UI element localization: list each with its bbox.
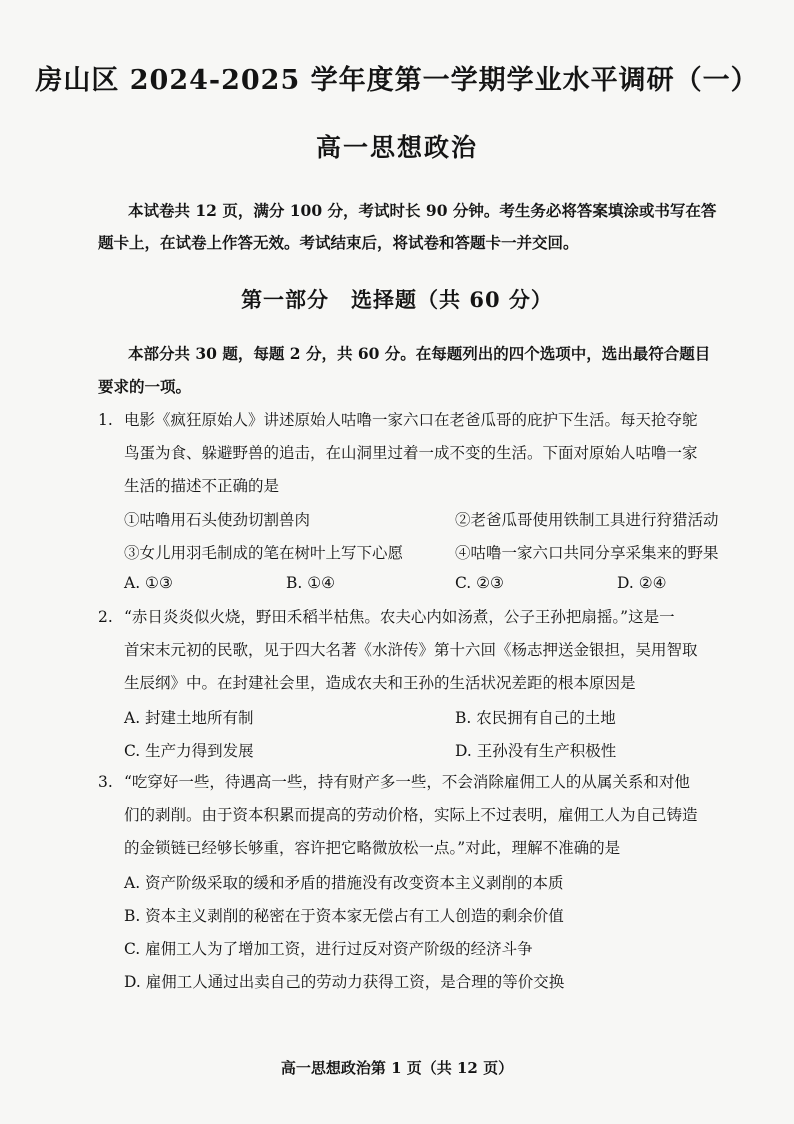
section-intro-line-2: 要求的一项。	[98, 377, 192, 396]
option-c[interactable]: C. ②③	[455, 574, 504, 592]
instructions-line-1: 本试卷共 12 页，满分 100 分，考试时长 90 分钟。考生务必将答案填涂或书写在答	[128, 201, 717, 220]
option-b[interactable]: B. 资本主义剥削的秘密在于资本家无偿占有工人创造的剩余价值	[124, 907, 564, 925]
exam-title: 房山区 2024-2025 学年度第一学期学业水平调研（一）	[35, 65, 759, 96]
option-a[interactable]: A. 资产阶级采取的缓和矛盾的措施没有改变资本主义剥削的本质	[124, 874, 564, 892]
question-number: 2.	[98, 608, 113, 626]
option-d[interactable]: D. 雇佣工人通过出卖自己的劳动力获得工资，是合理的等价交换	[124, 973, 565, 991]
question-stem-line: “吃穿好一些，待遇高一些，持有财产多一些，不会消除雇佣工人的从属关系和对他	[124, 773, 690, 791]
subject-title: 高一思想政治	[315, 133, 478, 162]
question-stem-line: 首宋末元初的民歌，见于四大名著《水浒传》第十六回《杨志押送金银担，吴用智取	[124, 641, 698, 659]
option-c[interactable]: C. 雇佣工人为了增加工资，进行过反对资产阶级的经济斗争	[124, 940, 533, 958]
option-c[interactable]: C. 生产力得到发展	[124, 742, 254, 760]
option-b[interactable]: B. ①④	[286, 574, 336, 592]
option-d[interactable]: D. 王孙没有生产积极性	[455, 742, 617, 760]
section-title: 第一部分 选择题（共 60 分）	[241, 287, 553, 312]
question-stem-line: 鸟蛋为食、躲避野兽的追击，在山洞里过着一成不变的生活。下面对原始人咕噜一家	[124, 444, 698, 462]
question-stem-line: “赤日炎炎似火烧，野田禾稻半枯焦。农夫心内如汤煮，公子王孙把扇摇。”这是一	[124, 608, 675, 626]
statement-1: ①咕噜用石头使劲切割兽肉	[124, 511, 311, 529]
option-a[interactable]: A. ①③	[124, 574, 173, 592]
option-b[interactable]: B. 农民拥有自己的土地	[455, 709, 616, 727]
section-intro-line-1: 本部分共 30 题，每题 2 分，共 60 分。在每题列出的四个选项中，选出最符合题目	[128, 344, 711, 363]
page-footer: 高一思想政治第 1 页（共 12 页）	[280, 1059, 514, 1077]
question-stem-line: 生活的描述不正确的是	[124, 477, 280, 495]
question-number: 1.	[98, 411, 113, 429]
statement-3: ③女儿用羽毛制成的笔在树叶上写下心愿	[124, 544, 404, 562]
instructions-line-2: 题卡上，在试卷上作答无效。考试结束后，将试卷和答题卡一并交回。	[98, 233, 579, 252]
question-stem-line: 的金锁链已经够长够重，容许把它略微放松一点。”对此，理解不准确的是	[124, 839, 621, 857]
option-a[interactable]: A. 封建土地所有制	[124, 709, 254, 727]
question-stem-line: 们的剥削。由于资本积累而提高的劳动价格，实际上不过表明，雇佣工人为自己铸造	[124, 806, 698, 824]
question-stem-line: 电影《疯狂原始人》讲述原始人咕噜一家六口在老爸瓜哥的庇护下生活。每天抢夺鸵	[124, 411, 698, 429]
option-d[interactable]: D. ②④	[617, 574, 667, 592]
statement-2: ②老爸瓜哥使用铁制工具进行狩猎活动	[455, 511, 719, 529]
statement-4: ④咕噜一家六口共同分享采集来的野果	[455, 544, 719, 562]
question-number: 3.	[98, 773, 113, 791]
question-stem-line: 生辰纲》中。在封建社会里，造成农夫和王孙的生活状况差距的根本原因是	[124, 674, 636, 692]
